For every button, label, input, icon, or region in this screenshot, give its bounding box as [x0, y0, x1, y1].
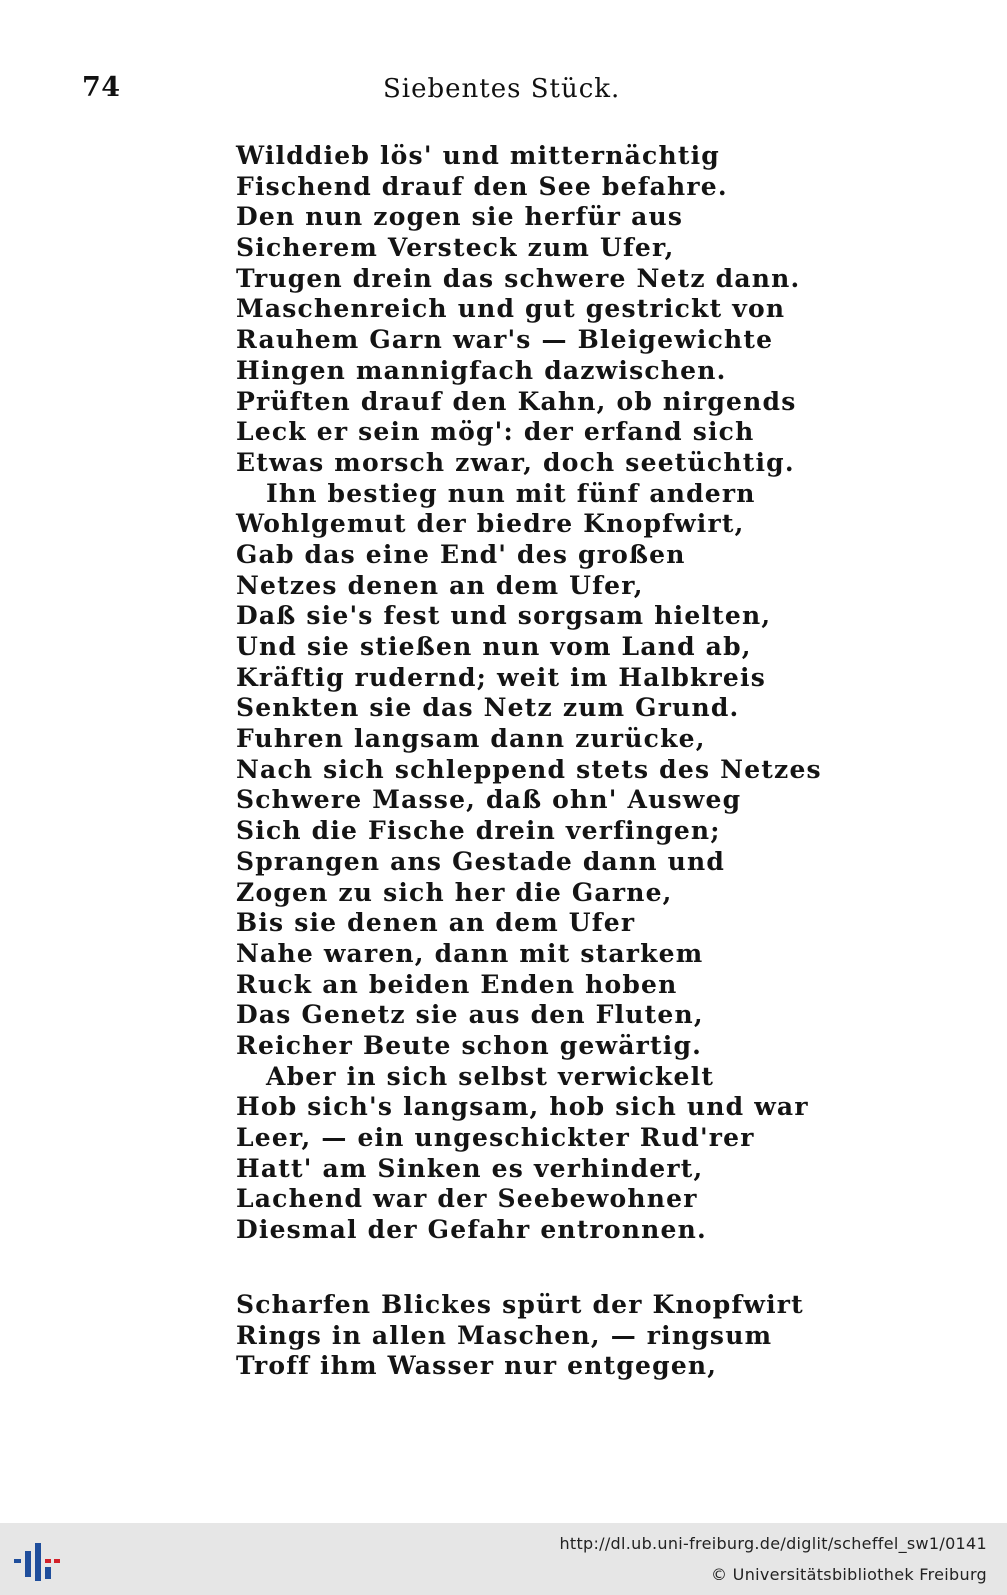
library-footer	[0, 1523, 1007, 1595]
verse-line: Lachend war der Seebewohner	[236, 1184, 698, 1214]
verse-line: Etwas morsch zwar, doch seetüchtig.	[236, 447, 795, 477]
footer-copyright: © Universitätsbibliothek Freiburg	[711, 1565, 987, 1584]
page-number: 74	[82, 72, 121, 103]
verse-line: Hatt' am Sinken es verhindert,	[236, 1153, 704, 1183]
verse-line: Und sie stießen nun vom Land ab,	[236, 632, 752, 661]
poem-stanza-2	[236, 1290, 804, 1382]
verse-line: Ruck an beiden Enden hoben	[236, 969, 678, 999]
running-title: Siebentes Stück.	[383, 74, 621, 104]
verse-line: Fischend drauf den See befahre.	[236, 171, 728, 201]
verse-line: Sicherem Versteck zum Ufer,	[236, 233, 675, 263]
verse-line: Fuhren langsam dann zurücke,	[236, 724, 706, 754]
verse-line: Diesmal der Gefahr entronnen.	[236, 1215, 707, 1245]
verse-line: Sprangen ans Gestade dann und	[236, 846, 726, 876]
poem-stanza-1	[236, 141, 822, 1246]
verse-line: Wohlgemut der biedre Knopfwirt,	[236, 509, 745, 539]
verse-line: Bis sie denen an dem Ufer	[236, 908, 636, 938]
verse-line: Schwere Masse, daß ohn' Ausweg	[236, 785, 742, 815]
verse-line: Nach sich schleppend stets des Netzes	[236, 754, 822, 784]
verse-line: Leck er sein mög': der erfand sich	[236, 417, 755, 447]
verse-line: Netzes denen an dem Ufer,	[236, 570, 644, 600]
ub-freiburg-logo-icon	[12, 1537, 62, 1587]
verse-line: Rings in allen Maschen, — ringsum	[236, 1320, 773, 1350]
footer-url-link[interactable]: http://dl.ub.uni-freiburg.de/diglit/scheffel_sw1/0141	[559, 1534, 987, 1553]
verse-line: Senkten sie das Netz zum Grund.	[236, 693, 740, 723]
verse-line: Kräftig rudernd; weit im Halbkreis	[236, 662, 766, 692]
verse-line: Aber in sich selbst verwickelt	[266, 1061, 715, 1091]
verse-line: Scharfen Blickes spürt der Knopfwirt	[236, 1290, 804, 1319]
verse-line: Prüften drauf den Kahn, ob nirgends	[236, 386, 797, 416]
verse-line: Den nun zogen sie herfür aus	[236, 202, 684, 232]
verse-line: Ihn bestieg nun mit fünf andern	[266, 478, 756, 508]
verse-line: Leer, — ein ungeschickter Rud'rer	[236, 1123, 755, 1152]
verse-line: Zogen zu sich her die Garne,	[236, 877, 673, 907]
verse-line: Daß sie's fest und sorgsam hielten,	[236, 601, 772, 631]
verse-line: Sich die Fische drein verfingen;	[236, 816, 721, 846]
verse-line: Maschenreich und gut gestrickt von	[236, 294, 786, 324]
verse-line: Rauhem Garn war's — Bleigewichte	[236, 325, 774, 355]
verse-line: Das Genetz sie aus den Fluten,	[236, 1000, 704, 1030]
verse-line: Hingen mannigfach dazwischen.	[236, 355, 727, 385]
verse-line: Gab das eine End' des großen	[236, 539, 686, 569]
verse-line: Trugen drein das schwere Netz dann.	[236, 263, 801, 293]
verse-line: Nahe waren, dann mit starkem	[236, 938, 704, 968]
verse-line: Reicher Beute schon gewärtig.	[236, 1030, 703, 1060]
verse-line: Wilddieb lös' und mitternächtig	[236, 141, 720, 170]
verse-line: Hob sich's langsam, hob sich und war	[236, 1092, 809, 1122]
verse-line: Troff ihm Wasser nur entgegen,	[236, 1351, 718, 1381]
